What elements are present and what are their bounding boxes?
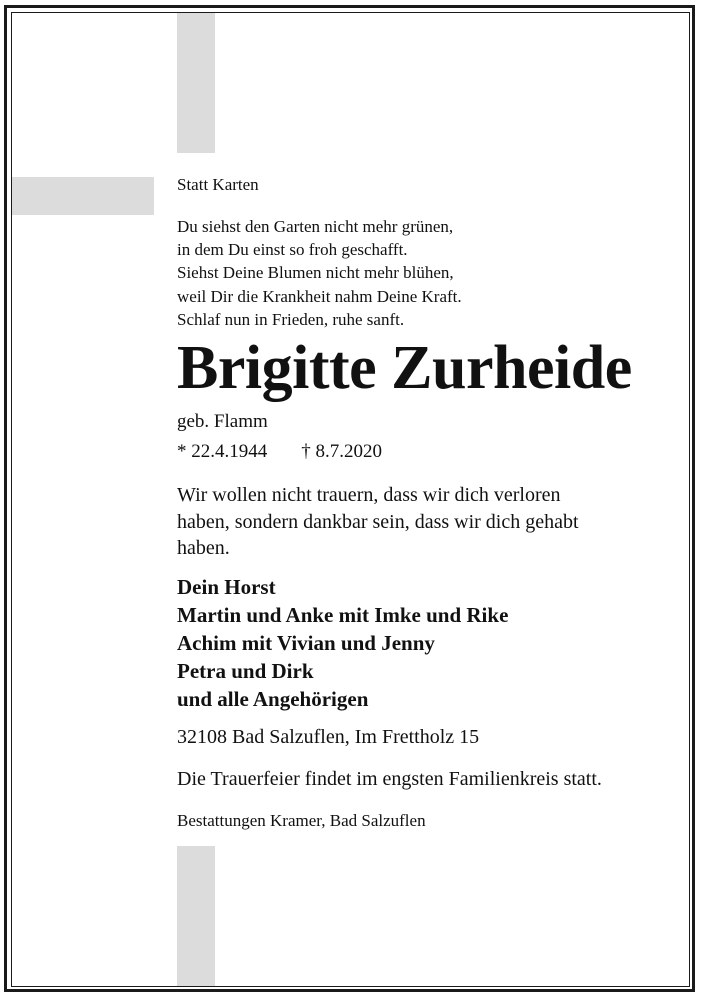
poem-line: Schlaf nun in Frieden, ruhe sanft. (177, 309, 405, 329)
mourners-list (177, 573, 508, 713)
funeral-ceremony-note: Die Trauerfeier findet im engsten Familienkreis statt. (177, 768, 602, 790)
mourner-line: Dein Horst (177, 575, 276, 599)
statt-karten-label: Statt Karten (177, 175, 259, 194)
poem-line: in dem Du einst so froh geschafft. (177, 240, 408, 260)
deceased-name: Brigitte Zurheide (177, 334, 632, 402)
poem (177, 215, 462, 331)
cross-vertical-bottom (177, 846, 215, 986)
mourner-line: Petra und Dirk (177, 659, 314, 683)
poem-line: Siehst Deine Blumen nicht mehr blühen, (177, 263, 454, 283)
mourner-line: und alle Angehörigen (177, 687, 369, 711)
life-dates (177, 440, 382, 464)
cross-horizontal-left (12, 177, 154, 215)
birth-date: * 22.4.1944 (177, 441, 268, 462)
family-address: 32108 Bad Salzuflen, Im Frettholz 15 (177, 726, 480, 748)
quote-line: Wir wollen nicht trauern, dass wir dich verloren (177, 484, 561, 506)
poem-line: Du siehst den Garten nicht mehr grünen, (177, 217, 454, 236)
undertaker-credit: Bestattungen Kramer, Bad Salzuflen (177, 811, 426, 830)
death-date: † 8.7.2020 (301, 441, 382, 462)
quote-line: haben, sondern dankbar sein, dass wir dich gehabt (177, 510, 579, 533)
poem-line: weil Dir die Krankheit nahm Deine Kraft. (177, 286, 462, 306)
quote-line: haben. (177, 537, 230, 559)
mourner-line: Achim mit Vivian und Jenny (177, 631, 435, 655)
memorial-quote (177, 482, 677, 562)
cross-vertical-top (177, 13, 215, 153)
birth-name: geb. Flamm (177, 411, 268, 432)
mourner-line: Martin und Anke mit Imke und Rike (177, 603, 509, 627)
